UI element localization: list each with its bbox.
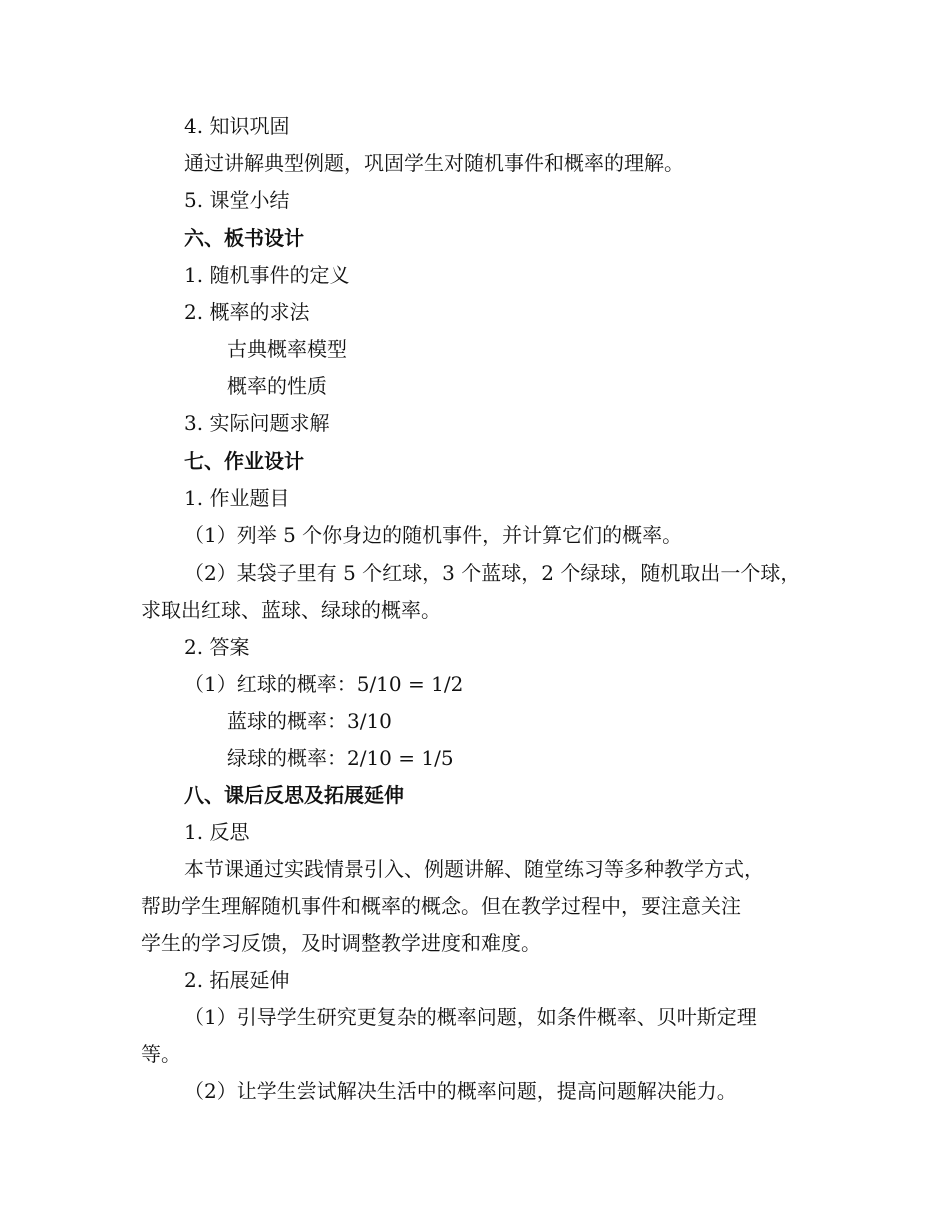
item-class-summary: 5. 课堂小结: [184, 188, 290, 212]
heading-reflection-extension: 八、课后反思及拓展延伸: [184, 783, 404, 807]
heading-board-design: 六、板书设计: [184, 226, 304, 250]
homework-question-1: （1）列举 5 个你身边的随机事件，并计算它们的概率。: [184, 523, 683, 547]
board-subitem-properties: 概率的性质: [227, 374, 327, 398]
answer-green: 绿球的概率：2/10 = 1/5: [227, 746, 454, 770]
paragraph-consolidation: 通过讲解典型例题，巩固学生对随机事件和概率的理解。: [184, 151, 684, 175]
answer-blue: 蓝球的概率：3/10: [227, 709, 392, 733]
homework-question-2-continued: 求取出红球、蓝球、绿球的概率。: [141, 598, 441, 622]
answer-item-2: 2. 答案: [184, 635, 250, 659]
item-knowledge-consolidation: 4. 知识巩固: [184, 114, 290, 138]
extension-point-2: （2）让学生尝试解决生活中的概率问题，提高问题解决能力。: [184, 1079, 737, 1103]
reflection-paragraph-line-2: 帮助学生理解随机事件和概率的概念。但在教学过程中，要注意关注: [141, 894, 741, 918]
board-item-3: 3. 实际问题求解: [184, 411, 330, 435]
extension-point-1-continued: 等。: [141, 1042, 181, 1066]
reflection-paragraph-line-3: 学生的学习反馈，及时调整教学进度和难度。: [141, 931, 541, 955]
extension-item-2: 2. 拓展延伸: [184, 968, 290, 992]
homework-question-2: （2）某袋子里有 5 个红球，3 个蓝球，2 个绿球，随机取出一个球，: [184, 561, 801, 585]
board-item-1: 1. 随机事件的定义: [184, 263, 350, 287]
board-item-2: 2. 概率的求法: [184, 300, 310, 324]
heading-homework-design: 七、作业设计: [184, 449, 304, 473]
extension-point-1: （1）引导学生研究更复杂的概率问题，如条件概率、贝叶斯定理: [184, 1005, 757, 1029]
reflection-paragraph-line-1: 本节课通过实践情景引入、例题讲解、随堂练习等多种教学方式，: [184, 857, 764, 881]
homework-item-1: 1. 作业题目: [184, 486, 290, 510]
board-subitem-classical: 古典概率模型: [227, 337, 347, 361]
reflection-item-1: 1. 反思: [184, 820, 250, 844]
answer-red: （1）红球的概率：5/10 = 1/2: [184, 672, 464, 696]
